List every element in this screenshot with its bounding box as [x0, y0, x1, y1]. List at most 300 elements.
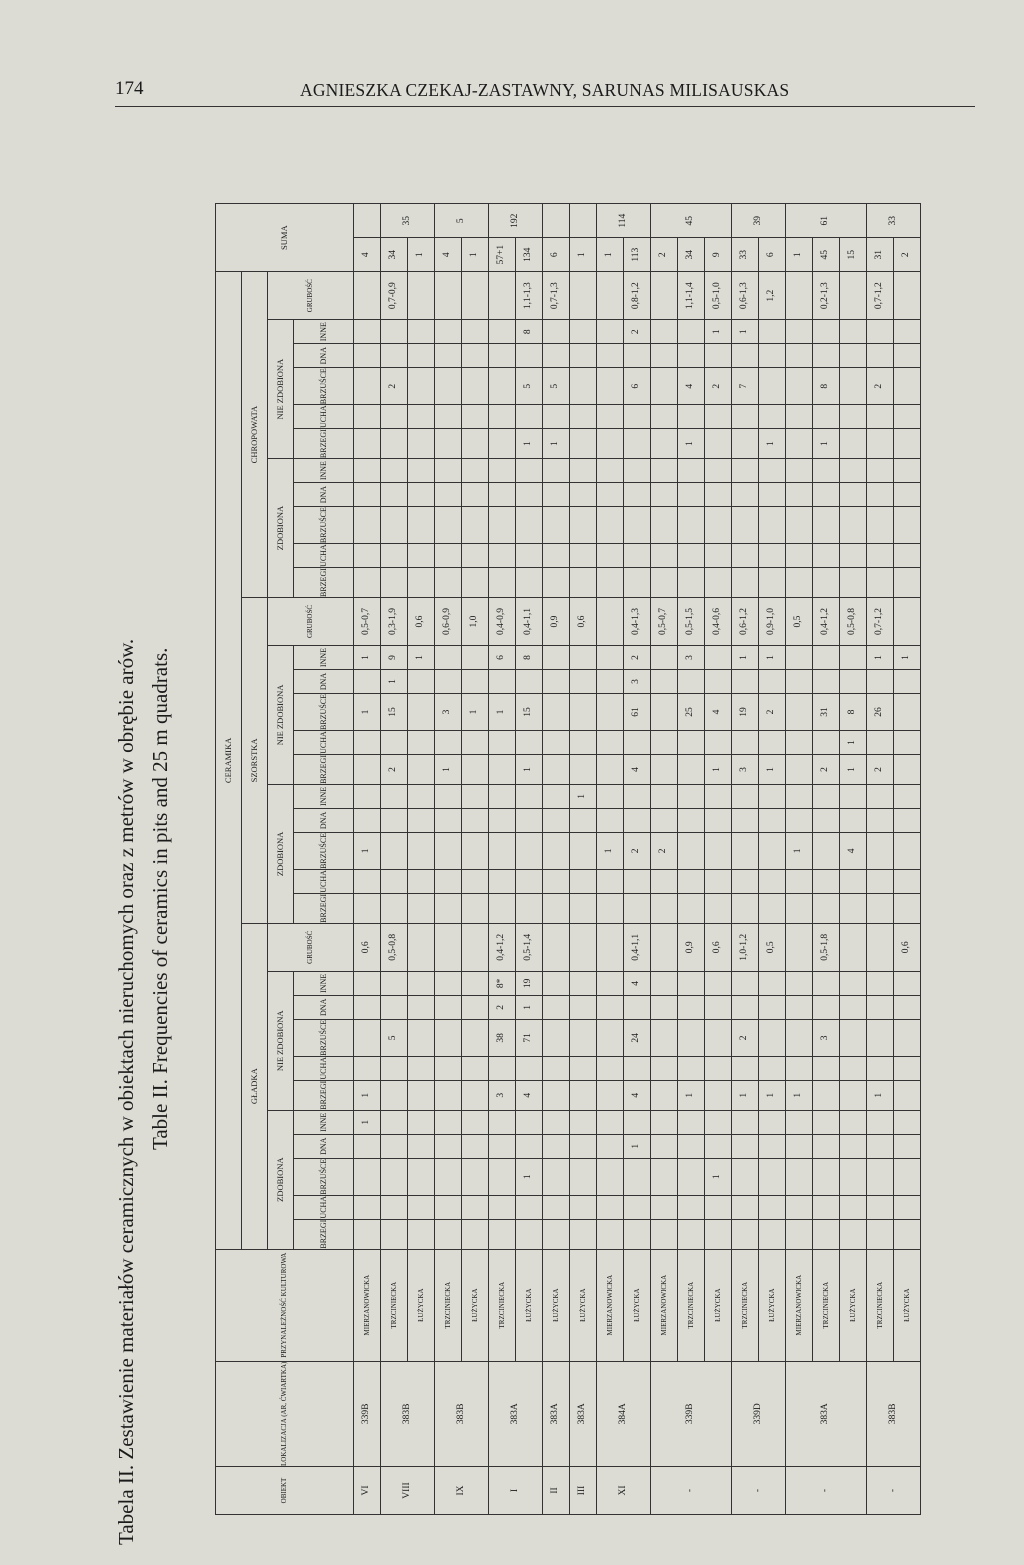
cell-value — [678, 1219, 705, 1249]
cell-value — [624, 995, 651, 1019]
cell-value — [435, 893, 462, 923]
cell-value: 1 — [462, 694, 489, 731]
cell-value — [570, 694, 597, 731]
cell-value — [759, 1110, 786, 1134]
cell-value: 2 — [867, 755, 894, 785]
cell-value — [786, 694, 813, 731]
table-row — [543, 204, 570, 1515]
cell-value: 4 — [624, 755, 651, 785]
cell-value — [408, 755, 435, 785]
cell-value — [354, 731, 381, 755]
cell-value — [489, 272, 516, 320]
cell-value — [813, 731, 840, 755]
cell-obiekt: - — [651, 1467, 732, 1515]
header-col-ucha: UCHA — [294, 405, 354, 429]
cell-value — [705, 1219, 732, 1249]
cell-value — [651, 1080, 678, 1110]
cell-value — [435, 405, 462, 429]
cell-value — [489, 544, 516, 568]
cell-value — [408, 483, 435, 507]
cell-value — [543, 1134, 570, 1158]
cell-value: 6 — [624, 368, 651, 405]
cell-value — [894, 808, 921, 832]
cell-value — [516, 893, 543, 923]
header-zdobiona: ZDOBIONA — [268, 1110, 294, 1249]
cell-value — [705, 429, 732, 459]
cell-value — [786, 670, 813, 694]
cell-value — [516, 1056, 543, 1080]
cell-value — [543, 893, 570, 923]
cell-value — [408, 1158, 435, 1195]
cell-value — [543, 1110, 570, 1134]
cell-value: 1 — [516, 1158, 543, 1195]
cell-value — [894, 368, 921, 405]
cell-suma: 1 — [597, 238, 624, 272]
cell-value — [408, 694, 435, 731]
header-col-brzuśce: BRZUŚCE — [294, 694, 354, 731]
cell-value: 8* — [489, 971, 516, 995]
cell-value: 0,5-1,0 — [705, 272, 732, 320]
cell-value — [840, 869, 867, 893]
cell-value — [813, 784, 840, 808]
cell-obiekt: III — [570, 1467, 597, 1515]
header-col-brzegi: BRZEGI — [294, 1080, 354, 1110]
cell-value — [624, 731, 651, 755]
cell-value — [678, 784, 705, 808]
cell-value — [732, 893, 759, 923]
header-col-dna: DNA — [294, 995, 354, 1019]
cell-value: 0,6-1,3 — [732, 272, 759, 320]
cell-value — [597, 755, 624, 785]
header-col-dna: DNA — [294, 1134, 354, 1158]
cell-value — [759, 971, 786, 995]
cell-lokalizacja: 383A — [489, 1361, 543, 1466]
cell-value: 1 — [867, 646, 894, 670]
cell-value — [759, 808, 786, 832]
cell-value — [678, 483, 705, 507]
cell-value: 0,5-1,4 — [516, 923, 543, 971]
cell-value — [570, 544, 597, 568]
cell-value — [651, 344, 678, 368]
cell-value — [813, 483, 840, 507]
table-row — [678, 204, 705, 1515]
cell-value — [732, 784, 759, 808]
cell-value: 1 — [840, 755, 867, 785]
cell-value: 4 — [624, 1080, 651, 1110]
cell-value — [570, 429, 597, 459]
cell-value — [570, 971, 597, 995]
cell-value — [516, 832, 543, 869]
cell-value — [732, 429, 759, 459]
cell-value — [894, 272, 921, 320]
cell-value — [651, 923, 678, 971]
cell-value — [462, 755, 489, 785]
cell-value — [354, 568, 381, 598]
cell-value — [381, 995, 408, 1019]
cell-value — [462, 869, 489, 893]
cell-value — [759, 784, 786, 808]
cell-value — [894, 869, 921, 893]
cell-value — [489, 483, 516, 507]
cell-value — [381, 1110, 408, 1134]
cell-value — [516, 869, 543, 893]
cell-value — [381, 832, 408, 869]
cell-value: 9 — [381, 646, 408, 670]
cell-value — [354, 893, 381, 923]
cell-value: 1 — [435, 755, 462, 785]
cell-value — [408, 808, 435, 832]
cell-value: 0,7-1,3 — [543, 272, 570, 320]
cell-value — [435, 320, 462, 344]
cell-value — [840, 808, 867, 832]
cell-value — [354, 755, 381, 785]
cell-value: 1 — [489, 694, 516, 731]
running-title: AGNIESZKA CZEKAJ-ZASTAWNY, SARUNAS MILISAUSKAS — [300, 80, 790, 100]
cell-value — [597, 1019, 624, 1056]
cell-kultura: TRZCINIECKA — [867, 1249, 894, 1361]
cell-kultura: MIERZANOWICKA — [597, 1249, 624, 1361]
cell-value — [570, 1134, 597, 1158]
cell-lokalizacja: 383A — [786, 1361, 867, 1466]
table-row — [786, 204, 813, 1515]
cell-suma-total: 35 — [381, 204, 435, 238]
header-col-inne: INNE — [294, 784, 354, 808]
cell-value — [543, 995, 570, 1019]
cell-value — [597, 320, 624, 344]
cell-value: 0,5 — [786, 598, 813, 646]
cell-value: 0,4-0,9 — [489, 598, 516, 646]
cell-value — [867, 731, 894, 755]
cell-suma: 45 — [813, 238, 840, 272]
cell-value: 1 — [759, 646, 786, 670]
cell-value: 2 — [759, 694, 786, 731]
cell-value — [759, 1219, 786, 1249]
cell-value — [786, 568, 813, 598]
header-col-ucha: UCHA — [294, 1195, 354, 1219]
running-header — [115, 78, 975, 107]
cell-value — [435, 731, 462, 755]
cell-suma-total — [354, 204, 381, 238]
cell-value: 2 — [732, 1019, 759, 1056]
cell-value — [381, 405, 408, 429]
cell-value — [462, 1019, 489, 1056]
cell-value — [786, 755, 813, 785]
cell-value — [840, 544, 867, 568]
cell-value — [867, 893, 894, 923]
cell-value — [894, 320, 921, 344]
cell-value — [759, 832, 786, 869]
cell-value — [840, 923, 867, 971]
cell-value: 0,5 — [759, 923, 786, 971]
cell-value — [570, 995, 597, 1019]
cell-value — [840, 272, 867, 320]
cell-value — [894, 1056, 921, 1080]
header-col-ucha: UCHA — [294, 731, 354, 755]
header-zdobiona: ZDOBIONA — [268, 459, 294, 598]
cell-value: 1 — [759, 429, 786, 459]
cell-value — [462, 405, 489, 429]
cell-value — [867, 808, 894, 832]
cell-value: 1 — [732, 1080, 759, 1110]
cell-value — [732, 459, 759, 483]
cell-value — [543, 670, 570, 694]
cell-value — [678, 808, 705, 832]
cell-value: 1 — [516, 995, 543, 1019]
cell-value — [489, 459, 516, 483]
cell-value: 1 — [408, 646, 435, 670]
cell-value — [597, 808, 624, 832]
cell-value — [570, 507, 597, 544]
cell-value — [651, 808, 678, 832]
cell-value — [867, 784, 894, 808]
cell-value — [813, 893, 840, 923]
cell-value — [651, 694, 678, 731]
cell-value: 1 — [354, 1080, 381, 1110]
cell-value — [516, 1195, 543, 1219]
table-caption — [110, 135, 200, 1545]
cell-value — [435, 568, 462, 598]
cell-value — [759, 893, 786, 923]
cell-value — [624, 869, 651, 893]
cell-value — [489, 1219, 516, 1249]
cell-value — [624, 568, 651, 598]
cell-value — [624, 1219, 651, 1249]
cell-value — [786, 483, 813, 507]
cell-value: 1 — [786, 1080, 813, 1110]
cell-value — [543, 646, 570, 670]
cell-value — [570, 832, 597, 869]
cell-value — [597, 507, 624, 544]
cell-value — [354, 1056, 381, 1080]
cell-value — [597, 568, 624, 598]
cell-value — [597, 405, 624, 429]
cell-value — [894, 971, 921, 995]
cell-value — [624, 1110, 651, 1134]
cell-value: 1 — [354, 646, 381, 670]
cell-value — [759, 1158, 786, 1195]
cell-value — [408, 1219, 435, 1249]
cell-lokalizacja: 384A — [597, 1361, 651, 1466]
cell-value — [516, 808, 543, 832]
cell-value — [354, 544, 381, 568]
cell-value — [408, 544, 435, 568]
cell-value — [462, 1195, 489, 1219]
cell-value — [705, 544, 732, 568]
cell-value — [354, 995, 381, 1019]
cell-value — [435, 784, 462, 808]
cell-value — [570, 1080, 597, 1110]
table-row — [408, 204, 435, 1515]
cell-value — [381, 971, 408, 995]
cell-value — [786, 272, 813, 320]
cell-value — [624, 808, 651, 832]
cell-value — [408, 1195, 435, 1219]
cell-value — [462, 568, 489, 598]
cell-value — [678, 1110, 705, 1134]
cell-value — [840, 459, 867, 483]
cell-kultura: TRZCINIECKA — [813, 1249, 840, 1361]
cell-value — [624, 507, 651, 544]
cell-value — [381, 429, 408, 459]
cell-value: 2 — [867, 368, 894, 405]
cell-value — [597, 1158, 624, 1195]
cell-value — [381, 320, 408, 344]
cell-suma: 1 — [786, 238, 813, 272]
cell-suma-total — [543, 204, 570, 238]
cell-value — [813, 507, 840, 544]
cell-value — [408, 670, 435, 694]
cell-value — [462, 1110, 489, 1134]
cell-obiekt: - — [786, 1467, 867, 1515]
cell-value — [894, 344, 921, 368]
cell-value: 0,5-1,5 — [678, 598, 705, 646]
rotated-table-region — [110, 135, 980, 1545]
cell-value — [408, 869, 435, 893]
cell-value — [867, 507, 894, 544]
cell-suma: 31 — [867, 238, 894, 272]
cell-value — [732, 483, 759, 507]
cell-value — [570, 320, 597, 344]
cell-value: 2 — [624, 832, 651, 869]
cell-value — [840, 1110, 867, 1134]
cell-value — [651, 459, 678, 483]
cell-value — [462, 1158, 489, 1195]
cell-suma: 9 — [705, 238, 732, 272]
cell-value: 71 — [516, 1019, 543, 1056]
cell-kultura: TRZCINIECKA — [381, 1249, 408, 1361]
table-row — [705, 204, 732, 1515]
cell-value — [354, 1134, 381, 1158]
cell-value — [867, 568, 894, 598]
header-grubosc: GRUBOŚĆ — [268, 598, 354, 646]
cell-value — [489, 405, 516, 429]
cell-value — [651, 755, 678, 785]
cell-value — [570, 808, 597, 832]
cell-value — [867, 320, 894, 344]
cell-value — [570, 893, 597, 923]
cell-kultura: ŁUŻYCKA — [894, 1249, 921, 1361]
cell-value — [813, 869, 840, 893]
cell-value — [759, 320, 786, 344]
cell-value: 1 — [570, 784, 597, 808]
cell-kultura: ŁUŻYCKA — [624, 1249, 651, 1361]
cell-value — [489, 832, 516, 869]
cell-value — [651, 784, 678, 808]
cell-value: 1 — [678, 1080, 705, 1110]
cell-suma: 1 — [570, 238, 597, 272]
cell-value: 0,6 — [570, 598, 597, 646]
cell-value — [840, 405, 867, 429]
cell-value — [786, 995, 813, 1019]
cell-value — [489, 755, 516, 785]
cell-value — [624, 429, 651, 459]
cell-value — [786, 1019, 813, 1056]
cell-value — [354, 483, 381, 507]
cell-value — [408, 1056, 435, 1080]
cell-value: 2 — [651, 832, 678, 869]
cell-suma: 4 — [435, 238, 462, 272]
cell-value — [462, 1080, 489, 1110]
table-row — [894, 204, 921, 1515]
cell-obiekt: II — [543, 1467, 570, 1515]
ceramics-table — [215, 203, 921, 1515]
cell-value — [435, 368, 462, 405]
cell-suma: 1 — [462, 238, 489, 272]
cell-value — [597, 368, 624, 405]
cell-value — [570, 670, 597, 694]
cell-value — [651, 1158, 678, 1195]
cell-value — [759, 459, 786, 483]
cell-value — [705, 507, 732, 544]
cell-value — [705, 670, 732, 694]
cell-value — [462, 784, 489, 808]
cell-value: 0,4-1,2 — [813, 598, 840, 646]
cell-kultura: TRZCINIECKA — [489, 1249, 516, 1361]
cell-value — [651, 995, 678, 1019]
cell-value: 0,6 — [354, 923, 381, 971]
cell-value — [840, 1158, 867, 1195]
cell-value — [570, 368, 597, 405]
cell-value — [462, 344, 489, 368]
cell-value — [597, 344, 624, 368]
cell-value — [759, 1056, 786, 1080]
cell-value: 3 — [813, 1019, 840, 1056]
cell-value — [435, 995, 462, 1019]
cell-value — [813, 670, 840, 694]
cell-suma: 34 — [381, 238, 408, 272]
cell-value — [570, 272, 597, 320]
cell-value — [462, 808, 489, 832]
cell-value — [354, 784, 381, 808]
table-row — [651, 204, 678, 1515]
cell-value — [813, 320, 840, 344]
table-row — [570, 204, 597, 1515]
cell-value — [408, 731, 435, 755]
cell-value — [489, 1158, 516, 1195]
cell-value — [489, 784, 516, 808]
header-nie-zdobiona: NIE ZDOBIONA — [268, 320, 294, 459]
header-col-ucha: UCHA — [294, 869, 354, 893]
cell-value — [894, 784, 921, 808]
cell-value — [786, 344, 813, 368]
cell-value — [732, 1195, 759, 1219]
cell-value — [894, 598, 921, 646]
cell-value — [840, 344, 867, 368]
cell-value — [435, 507, 462, 544]
cell-value — [543, 1158, 570, 1195]
header-grubosc: GRUBOŚĆ — [268, 923, 354, 971]
cell-value — [705, 869, 732, 893]
cell-value — [732, 808, 759, 832]
cell-value — [516, 405, 543, 429]
cell-value: 1 — [597, 832, 624, 869]
cell-value — [813, 646, 840, 670]
cell-value — [759, 344, 786, 368]
cell-value — [813, 995, 840, 1019]
cell-value: 5 — [543, 368, 570, 405]
cell-value — [786, 507, 813, 544]
cell-value — [786, 893, 813, 923]
cell-value — [435, 1219, 462, 1249]
cell-value — [462, 507, 489, 544]
cell-value — [678, 1158, 705, 1195]
cell-value — [867, 995, 894, 1019]
cell-value: 4 — [624, 971, 651, 995]
cell-value — [543, 731, 570, 755]
cell-value: 5 — [381, 1019, 408, 1056]
cell-value — [813, 544, 840, 568]
cell-kultura: ŁUŻYCKA — [516, 1249, 543, 1361]
